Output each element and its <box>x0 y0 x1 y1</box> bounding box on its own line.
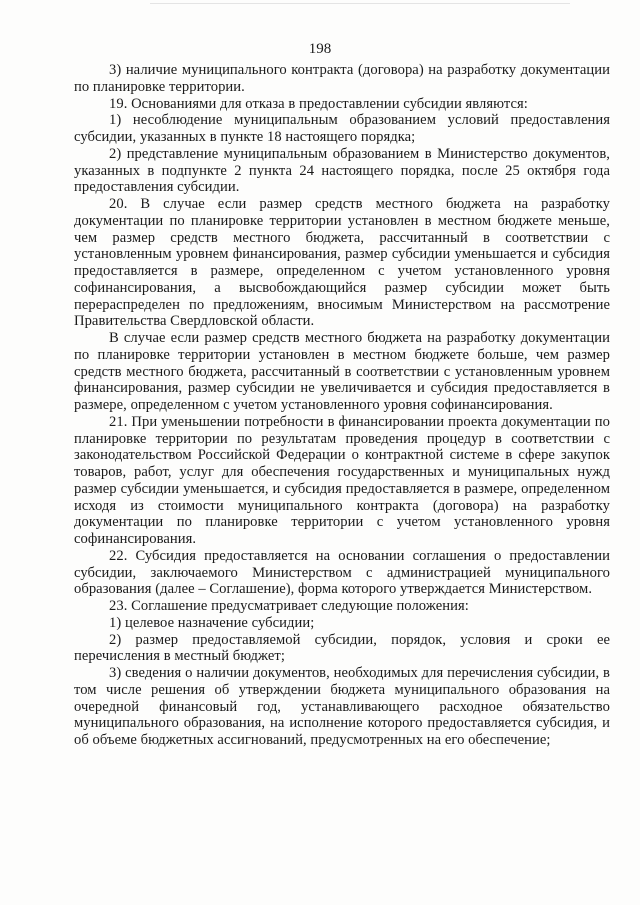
page-number: 198 <box>308 41 332 57</box>
paragraph-23-item-1: 1) целевое назначение субсидии; <box>109 614 315 631</box>
paragraph-23-item-3: 3) сведения о наличии документов, необходимых для перечисления субсидии, в том числе решения об утверждении бюджета муниципального образования на очередной финансовый год, устанавливающего расходное обязательство муниципального образования, на исполнение которого предоставляется субсидия, и об объеме бюджетных ассигнований, предусмотренных на его обеспечение; <box>74 665 610 748</box>
paragraph-20-continued: В случае если размер средств местного бюджета на разработку документации по планировке территории установлен в местном бюджете больше, чем размер средств местного бюджета, рассчитанный в соответствии с установленным уровнем финансирования, размер субсидии не увеличивается и субсидия предоставляется в размере, определенном с учетом установленного уровня софинансирования. <box>74 330 610 413</box>
paragraph-20: 20. В случае если размер средств местного бюджета на разработку документации по планировке территории установлен в местном бюджете меньше, чем размер средств местного бюджета, рассчитанный в соответствии с установленным уровнем финансирования, размер субсидии уменьшается и субсидия предоставляется в размере, определенном с учетом установленного уровня софинансирования, а высвобождающийся размер субсидии может быть перераспределен по предложениям, вносимым Министерством на рассмотрение Правительства Свердловской области. <box>74 196 610 330</box>
paragraph-item-3: 3) наличие муниципального контракта (договора) на разработку документации по планировке территории. <box>74 62 610 95</box>
paragraph-21: 21. При уменьшении потребности в финансировании проекта документации по планировке территории по результатам проведения процедур в соответствии с законодательством Российской Федерации о контрактной системе в сфере закупок товаров, работ, услуг для обеспечения государственных и муниципальных нужд размер субсидии уменьшается, и субсидия предоставляется в размере, определенном исходя из стоимости муниципального контракта (договора) на разработку документации по планировке территории с учетом установленного уровня софинансирования. <box>74 413 610 547</box>
paragraph-19-item-2: 2) представление муниципальным образованием в Министерство документов, указанных в подпункте 2 пункта 24 настоящего порядка, после 25 октября года предоставления субсидии. <box>74 145 610 196</box>
paragraph-19-item-1: 1) несоблюдение муниципальным образованием условий предоставления субсидии, указанных в пункте 18 настоящего порядка; <box>74 112 610 145</box>
paragraph-23: 23. Соглашение предусматривает следующие положения: <box>109 598 469 614</box>
scan-edge-line <box>150 3 570 4</box>
paragraph-23-item-2: 2) размер предоставляемой субсидии, порядок, условия и сроки ее перечисления в местный бюджет; <box>74 631 610 665</box>
document-body <box>74 62 610 749</box>
paragraph-19: 19. Основаниями для отказа в предоставлении субсидии являются: <box>109 95 528 112</box>
paragraph-22: 22. Субсидия предоставляется на основании соглашения о предоставлении субсидии, заключаемого Министерством с администрацией муниципального образования (далее – Соглашение), форма которого утверждается Министерством. <box>74 547 610 598</box>
